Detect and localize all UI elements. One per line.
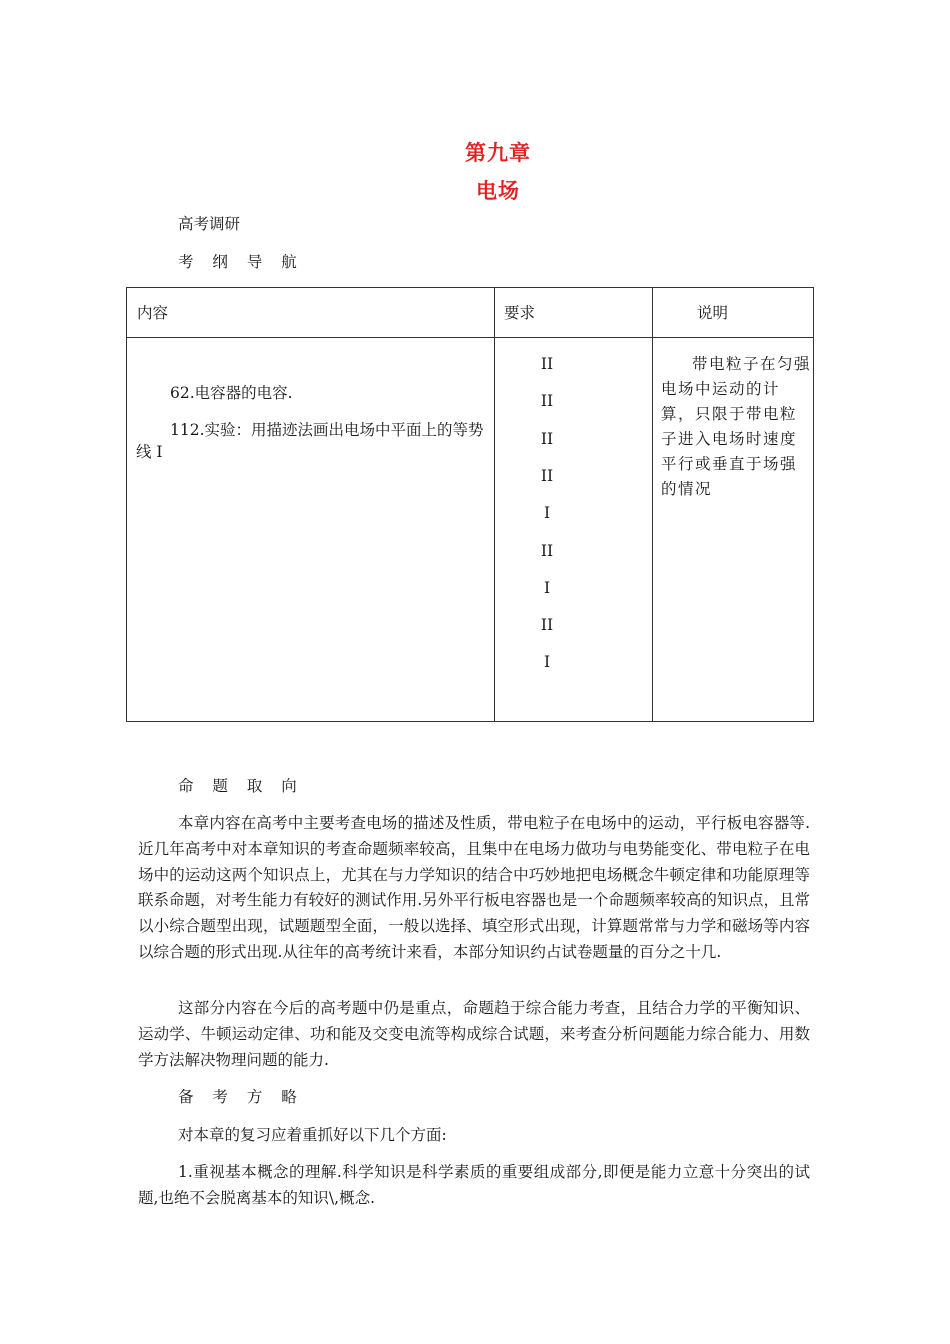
requirement-level: II (540, 392, 554, 410)
header-content: 内容 (137, 304, 169, 322)
strategy-intro: 对本章的复习应着重抓好以下几个方面: (178, 1126, 447, 1144)
table-divider (652, 288, 653, 721)
syllabus-table (126, 287, 814, 722)
requirement-level: I (543, 579, 551, 597)
chapter-subtitle: 电场 (476, 179, 520, 203)
requirement-level: II (540, 616, 554, 634)
table-divider (494, 288, 495, 721)
content-item: 62.电容器的电容. (170, 384, 293, 402)
content-item: 112.实验：用描迹法画出电场中平面上的等势线 I (136, 421, 484, 461)
chapter-title: 第九章 (465, 141, 531, 165)
table-header-divider (127, 337, 813, 338)
table-note: 带电粒子在匀强电场中运动的计算，只限于带电粒子进入电场时速度平行或垂直于场强的情况 (661, 355, 812, 498)
heading-strategy: 备 考 方 略 (178, 1088, 304, 1106)
requirement-level: II (540, 430, 554, 448)
requirement-level: II (540, 542, 554, 560)
header-requirement: 要求 (504, 304, 536, 322)
paragraph-direction-1: 本章内容在高考中主要考查电场的描述及性质，带电粒子在电场中的运动，平行板电容器等.近几年高考中对本章知识的考查命题频率较高，且集中在电场力做功与电势能变化、带电粒子在电场中的运动这两个知识点上，尤其在与力学知识的结合中巧妙地把电场概念牛顿定律和功能原理等联系命题，对考生能力有较好的测试作用.另外平行板电容器也是一个命题频率较高的知识点，且常以小综合题型出现，试题题型全面，一般以选择、填空形式出现，计算题常常与力学和磁场等内容以综合题的形式出现.从往年的高考统计来看，本部分知识约占试卷题量的百分之十几. (138, 814, 810, 961)
heading-outline: 考 纲 导 航 (178, 253, 304, 271)
strategy-point-1: 1.重视基本概念的理解.科学知识是科学素质的重要组成部分,即便是能力立意十分突出的试题,也绝不会脱离基本的知识\,概念. (138, 1163, 810, 1207)
requirement-level: II (540, 467, 554, 485)
paragraph-direction-2: 这部分内容在今后的高考题中仍是重点，命题趋于综合能力考查，且结合力学的平衡知识、运动学、牛顿运动定律、功和能及交变电流等构成综合试题，来考查分析问题能力综合能力、用数学方法解决物理问题的能力. (138, 999, 810, 1069)
requirement-level: II (540, 355, 554, 373)
heading-direction: 命 题 取 向 (178, 777, 304, 795)
header-note: 说明 (697, 304, 729, 322)
heading-research: 高考调研 (178, 215, 241, 233)
requirement-level: I (543, 653, 551, 671)
requirement-level: I (543, 504, 551, 522)
